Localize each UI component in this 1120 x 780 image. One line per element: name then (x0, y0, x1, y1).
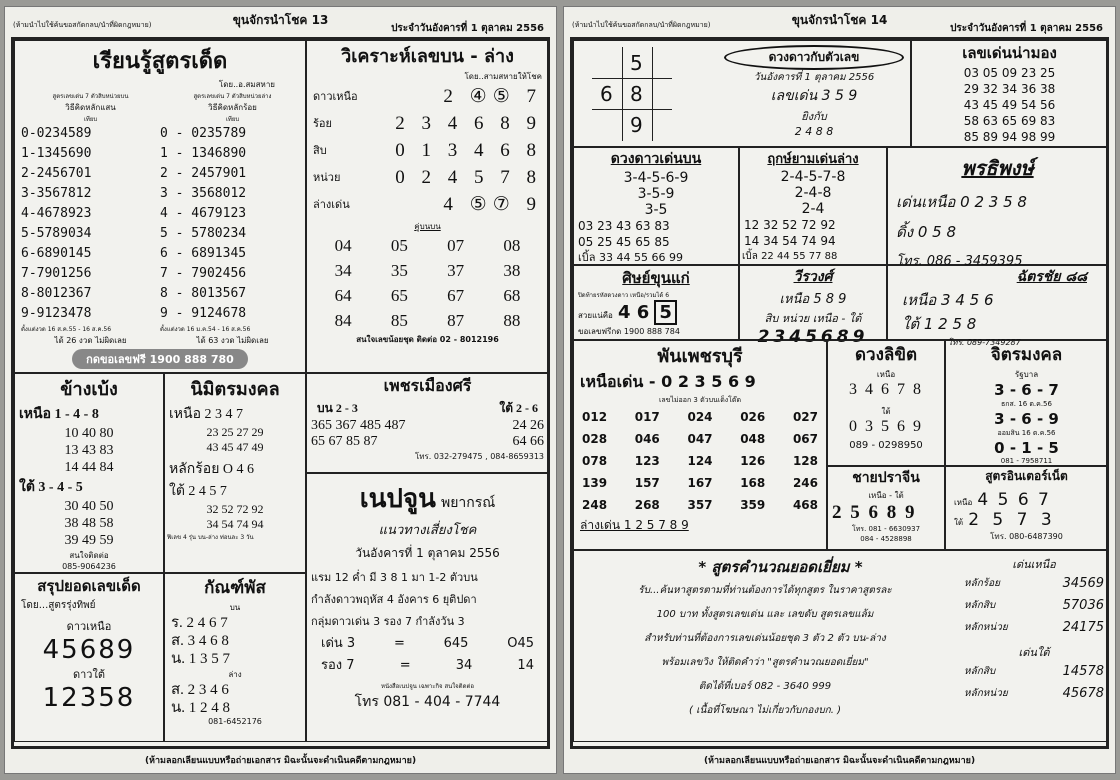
phone: โทร 081 - 404 - 7744 (354, 694, 501, 710)
table-row (313, 137, 542, 164)
row-label: หลักสิบ (964, 666, 996, 677)
line: 3-4-5-6-9 (623, 170, 689, 186)
row: 64 66 (512, 434, 544, 449)
subline: เลขไม่ออก 3 ตัวบนเด็งโต๊ด (658, 396, 742, 404)
section-sit (573, 265, 739, 340)
col-sub: วิธีคิดหลักแสน (65, 103, 116, 112)
section-title: ข้างเบ้ง (60, 379, 118, 400)
section-wikro (306, 40, 549, 373)
pair-cell: 05 (390, 236, 408, 255)
cell: 34 (455, 658, 473, 673)
table-row: 3-3567812 (21, 186, 92, 201)
label: ล่าง (228, 670, 242, 679)
col-head: สูตรเลขเด่น 7 ตัวสิบหน่วยล่าง (193, 93, 272, 100)
pair-cell: 07 (447, 236, 465, 255)
table-cell: 128 (792, 454, 818, 468)
list-item: 03 05 09 23 25 (963, 66, 1056, 80)
table-cell: 468 (792, 498, 818, 512)
headline: เหนือเด่น - 0 2 3 5 6 9 (580, 372, 756, 391)
label: ออมสิน 16 ต.ค.56 (997, 429, 1056, 437)
line: 14 34 54 74 94 (744, 234, 836, 248)
table-row (964, 683, 1104, 705)
section-title: วีรวงศ์ (793, 269, 833, 285)
table-cell: 168 (740, 476, 766, 490)
table-row (582, 472, 818, 494)
table-cell: 067 (792, 432, 818, 446)
section-neptune (306, 473, 549, 742)
row-label: หลักสิบ (964, 600, 996, 611)
table-row: 6-6890145 (21, 246, 92, 261)
cell: 14 (517, 658, 534, 673)
section-title: วิเคราะห์เลขบน - ล่าง (341, 46, 514, 67)
row-value: 57036 (1062, 598, 1104, 613)
line: แรม 12 ค่ำ มี 3 8 1 มา 1-2 ตัวบน (311, 571, 478, 584)
table-row (964, 573, 1104, 595)
table-row: 4 - 4679123 (160, 206, 247, 221)
section-title: ฉัตรชัย ๘๘ (1016, 269, 1087, 285)
table-cell: 028 (582, 432, 608, 446)
value: 3 4 6 7 8 (849, 381, 923, 398)
row-values: 4 ⑤⑦ 9 (443, 194, 542, 215)
pair-cell: 64 (334, 286, 352, 305)
row-label: ล่างเด่น (313, 198, 350, 211)
table-row (313, 110, 542, 137)
section-dao (573, 147, 739, 265)
value: 3 - 6 - 9 (994, 410, 1059, 428)
table-cell: 248 (582, 498, 608, 512)
line: 2-4-5-7-8 (780, 169, 846, 185)
phone: โทร. 086 - 3459395 (896, 254, 1023, 269)
row-label: ดาวเหนือ (313, 90, 358, 103)
table-cell: 012 (582, 410, 608, 424)
label: ยิงกับ (801, 110, 827, 123)
label: ดาวเหนือ (66, 620, 112, 633)
lower-line: ล่างเด่น 1 2 5 7 8 9 (580, 518, 689, 532)
section-khangbeng (14, 373, 164, 573)
pair-cell: 67 (447, 286, 465, 305)
line: 3-5 (644, 202, 668, 218)
ad-line: ( เนื้อที่โฆษณา ไม่เกี่ยวกับกองบก. ) (689, 705, 841, 716)
list-item: น. 1 3 5 7 (171, 651, 231, 667)
section-title: ชายปราจีน (852, 470, 920, 486)
table-cell: 027 (792, 410, 818, 424)
row: 65 67 85 87 (311, 434, 378, 449)
list-item: 14 44 84 (64, 460, 114, 475)
content-frame (11, 37, 550, 749)
phone: โทร. 089-7349287 (948, 338, 1021, 347)
row-values: 2 ④⑤ 7 (443, 86, 542, 107)
table-row (582, 406, 818, 428)
line: เบิ้ล 22 44 55 77 88 (742, 251, 838, 262)
section-duang (573, 40, 911, 147)
cell: = (399, 658, 411, 673)
line: 3-5-9 (637, 186, 675, 202)
section-rerk (739, 147, 887, 265)
phone: 085-9064236 (62, 562, 116, 571)
row-label: ร้อย (313, 117, 332, 130)
subtitle: พยากรณ์ (440, 495, 496, 511)
table-row: 5-5789034 (21, 226, 92, 241)
ad-line: พร้อมเลขวิง ให้ติดคำว่า "สูตรคำนวณยอดเยี่ยม" (661, 657, 869, 668)
line: เบิ้ล 33 44 55 66 99 (578, 251, 683, 264)
list-item: 10 40 80 (64, 426, 114, 441)
row-value: 24175 (1062, 620, 1104, 635)
south-line: ใต้ 3 - 4 - 5 (19, 480, 83, 495)
table-cell: 124 (687, 454, 713, 468)
table-cell: 048 (740, 432, 766, 446)
table-cell: 078 (582, 454, 608, 468)
section-title: พรธิพงษ์ (961, 156, 1034, 180)
label: เด่นเหนือ (1012, 558, 1056, 571)
list-item: ส. 2 3 4 6 (171, 682, 229, 698)
table-row: 2 - 2457901 (160, 166, 247, 181)
table-row: 8-8012367 (21, 286, 92, 301)
number-cross (592, 47, 672, 141)
list-item: 38 48 58 (64, 516, 114, 531)
table-row: 9-9123478 (21, 306, 92, 321)
pair-head: คู่บนบน (414, 222, 441, 231)
label: เด่นใต้ (1018, 646, 1050, 659)
pair-cell: 85 (390, 311, 408, 330)
content-frame (570, 37, 1109, 749)
header-note: (ห้ามนำไปใช้ค้นขอสกัดกลบ/นำที่ผิดกฎหมาย) (572, 21, 711, 29)
table-row (313, 191, 542, 218)
note: ฟิเลข 4 รุ่น บน-ล่าง ท่อนละ 3 วัน (167, 534, 254, 541)
section-title: ดวงดาวกับตัวเลข (724, 45, 904, 70)
row: 24 26 (512, 418, 544, 433)
label: เหนือ - ใต้ (868, 491, 904, 500)
list-item: 32 52 72 92 (206, 502, 264, 516)
section-likhit (827, 340, 945, 466)
table-row: 3 - 3568012 (160, 186, 247, 201)
section-phan (573, 340, 827, 550)
section-title: กัณฑ์พัส (204, 578, 266, 598)
row-value: 34569 (1062, 576, 1104, 591)
value: 2 5 6 8 9 (832, 502, 917, 523)
row-value: 14578 (1062, 664, 1104, 679)
line: เหนือ 5 8 9 (779, 292, 847, 307)
phone: 089 - 0298950 (849, 440, 923, 451)
pair-cell: 68 (503, 286, 521, 305)
date: วันอังคารที่ 1 ตุลาคม 2556 (355, 546, 500, 560)
byline: โดย...สูตรรุ่งทิพย์ (21, 600, 96, 611)
table-cell: 026 (740, 410, 766, 424)
col-sub2: เทียบ (83, 116, 98, 123)
table-cell: 167 (687, 476, 713, 490)
section-chit (945, 340, 1108, 466)
table-cell: 126 (740, 454, 766, 468)
contact: สนใจเลขน้อยชุด ติดต่อ 02 - 8012196 (356, 335, 499, 344)
table-row: 7-7901256 (21, 266, 92, 281)
ad-line: 100 บาท ทั้งสูตรเลขเด่น และ เลขดับ สูตรเลขแล้ม (656, 609, 874, 620)
phone: 081 - 7958711 (1000, 457, 1053, 465)
section-wiwong (739, 265, 887, 347)
col-sub2: เทียบ (225, 116, 240, 123)
table-row: 6 - 6891345 (160, 246, 247, 261)
value: 2 5 7 3 (968, 510, 1056, 530)
label: เหนือ (876, 370, 896, 379)
list-item: ร. 2 4 6 7 (171, 615, 228, 631)
phone: ขอเลขฟรีกด 1900 888 784 (578, 327, 680, 336)
cell: = (393, 636, 405, 651)
pair-cell: 08 (503, 236, 521, 255)
line: 05 25 45 65 85 (578, 235, 670, 249)
header-date: ประจำวันอังคารที่ 1 ตุลาคม 2556 (391, 23, 544, 34)
contact: สนใจติดต่อ (69, 551, 109, 560)
note: ได้ 63 งวด ไม่ผิดเลย (196, 336, 269, 345)
list-item: 34 54 74 94 (206, 517, 264, 531)
left-page (4, 6, 557, 774)
cell: รอง 7 (321, 658, 355, 673)
section-phet (306, 373, 549, 473)
line: 12 32 52 72 92 (744, 218, 836, 232)
pair-cell: 04 (334, 236, 352, 255)
page-title: ขุนจักรนำโชค 14 (791, 13, 888, 27)
page-header (564, 7, 1115, 37)
boxed-value: 5 (654, 300, 677, 325)
south-value: 12358 (42, 683, 136, 713)
value: 3 - 6 - 7 (994, 381, 1059, 399)
row-label: หน่วย (313, 171, 341, 184)
label: ธกส. 16 ต.ค.56 (1001, 400, 1052, 408)
table-row (313, 164, 542, 191)
lower: ใต้ 2 - 6 (499, 401, 538, 415)
col-head: สูตรเลขเด่น 7 ตัวสิบหน่วยบน (52, 93, 129, 100)
label: เลขเด่น (770, 88, 818, 104)
cross-bot: 9 (630, 113, 643, 137)
phone: 081-6452176 (208, 717, 262, 726)
section-title: ศิษย์ขุนแก่ (622, 269, 690, 287)
section-title: สูตรอินเตอร์เน็ต (985, 469, 1068, 483)
table-row: 9 - 9124678 (160, 306, 247, 321)
line: กำลังดาวพฤหัส 4 อังคาร 6 ยุติปดา (311, 593, 477, 606)
line: ใต้ 2 4 5 7 (169, 484, 227, 499)
row-label: หลักร้อย (964, 578, 1001, 589)
section-inter (945, 466, 1108, 550)
table-cell: 139 (582, 476, 608, 490)
note: ปิดท้ายรหัสดวงดาว เหนือ/รวมได้ 6 (578, 292, 670, 299)
table-row (582, 450, 818, 472)
table-cell: 047 (687, 432, 713, 446)
pair-cell: 37 (447, 261, 465, 280)
table-cell: 024 (687, 410, 713, 424)
section-title: ดวงลิขิต (855, 345, 917, 365)
byline: โดย..สามสหายให้โชค (464, 72, 542, 81)
row-values: 2 3 4 6 8 9 (395, 113, 542, 134)
note: ตั้งแต่งวด 16 ม.ค.54 - 16 ส.ค.56 (160, 326, 251, 333)
list-item: 43 45 47 49 (206, 440, 264, 454)
row-values: 0 1 3 4 6 8 (395, 140, 542, 161)
table-row: 0 - 0235789 (160, 126, 247, 141)
ad-line: สำหรับท่านที่ต้องการเลขเด่นน้อยชุด 3 ตัว 2 ตัว บน-ล่าง (644, 633, 886, 644)
line: 2-4 (801, 201, 825, 217)
row-label: สิบ (313, 144, 327, 157)
label: รัฐบาล (1014, 370, 1039, 379)
label: สวยแน่คือ (578, 311, 613, 320)
note: ตั้งแต่งวด 16 ส.ค.55 - 16 ส.ค.56 (21, 326, 112, 333)
date: วันอังคารที่ 1 ตุลาคม 2556 (753, 72, 875, 83)
ad-line: รับ...ค้นหาสูตรตามที่ท่านต้องการได้ทุกสูตร ในราคาสูตรละ (638, 585, 892, 596)
page-footer: (ห้ามลอกเลียนแบบหรือถ่ายเอกสาร มิฉะนั้นจะดำเนินคดีตามกฎหมาย) (144, 756, 417, 766)
table-row: 7 - 7902456 (160, 266, 247, 281)
value: 3 5 9 (821, 88, 858, 104)
table-row: 0-0234589 (21, 126, 92, 141)
pair-cell: 35 (390, 261, 408, 280)
table-cell: 246 (792, 476, 818, 490)
label: ดาวใต้ (72, 668, 105, 681)
table-row: 1-1345690 (21, 146, 92, 161)
phone: โทร. 081 - 6630937 (851, 525, 921, 533)
table-cell: 017 (634, 410, 660, 424)
table-row (964, 661, 1104, 683)
page-header (5, 7, 556, 37)
cross-mid: 8 (630, 82, 643, 106)
table-row (582, 428, 818, 450)
cell: O45 (507, 636, 534, 651)
pair-cell: 34 (334, 261, 352, 280)
cell: เด่น 3 (321, 636, 356, 651)
list-item: ส. 3 4 6 8 (171, 633, 229, 649)
phone: โทร. 080-6487390 (990, 532, 1063, 541)
section-bottom-ad (573, 550, 1108, 742)
list-item: 30 40 50 (64, 499, 114, 514)
section-title: เลขเด่นน่ามอง (962, 44, 1057, 62)
value: 0 3 5 6 9 (849, 418, 923, 435)
list-item: 43 45 49 54 56 (963, 98, 1056, 112)
phone: 084 - 4528898 (860, 535, 912, 543)
section-title: สรุปยอดเลขเด็ด (37, 577, 141, 595)
pair-cell: 87 (447, 311, 465, 330)
list-item: 39 49 59 (64, 533, 114, 548)
section-title: นิมิตรมงคล (190, 379, 280, 400)
cross-top: 5 (630, 51, 643, 75)
value: 0 - 1 - 5 (994, 439, 1059, 457)
label: ใต้ (954, 518, 964, 527)
list-item: 13 43 83 (64, 443, 114, 458)
table-row (313, 83, 542, 110)
list-item: 85 89 94 98 99 (963, 130, 1056, 144)
line: กลุ่มดาวเด่น 3 รอง 7 กำลังวัน 3 (311, 615, 465, 628)
row-label: หลักหน่วย (964, 622, 1008, 633)
table-cell: 123 (634, 454, 660, 468)
label: บน (229, 603, 241, 612)
note: หนังสือเนปจูน เฉพาะกิจ สนใจติดต่อ (381, 683, 474, 690)
table-row: 4-4678923 (21, 206, 92, 221)
tagline: แนวทางเสี่ยงโชค (378, 523, 477, 538)
section-rian (14, 40, 306, 373)
table-row: 8 - 8013567 (160, 286, 247, 301)
section-title: จิตรมงคล (990, 345, 1063, 365)
section-title: ฤกษ์ยามเด่นล่าง (767, 152, 859, 167)
line: หลักร้อย O 4 6 (169, 462, 255, 477)
list-item: 23 25 27 29 (206, 425, 264, 439)
table-cell: 157 (634, 476, 660, 490)
pair-cell: 84 (334, 311, 352, 330)
section-chai (827, 466, 945, 550)
table-cell: 268 (634, 498, 660, 512)
col-sub: วิธีคิดหลักร้อย (208, 103, 257, 112)
section-title: เรียนรู้สูตรเด็ด (92, 49, 228, 74)
page-footer: (ห้ามลอกเลียนแบบหรือถ่ายเอกสาร มิฉะนั้นจะดำเนินคดีตามกฎหมาย) (703, 756, 976, 766)
list-item: น. 1 2 4 8 (171, 700, 231, 716)
cross-left: 6 (600, 82, 613, 106)
pair-cell: 38 (503, 261, 521, 280)
table-row: 5 - 5780234 (160, 226, 247, 241)
table-row (964, 617, 1104, 639)
section-sarup (14, 573, 164, 742)
row-value: 45678 (1062, 686, 1104, 701)
line: 03 23 43 63 83 (578, 219, 670, 233)
table-row: 2-2456701 (21, 166, 92, 181)
section-title: เนปจูน (359, 484, 436, 514)
phone-pill: กดขอเลขฟรี 1900 888 780 (72, 349, 248, 369)
table-row (964, 595, 1104, 617)
value: 2 4 8 8 (794, 125, 834, 138)
list-item: 29 32 34 36 38 (963, 82, 1056, 96)
section-title: * สูตรคำนวณยอดเยี่ยม * (698, 558, 863, 576)
section-kanpat (164, 573, 306, 742)
page-title: ขุนจักรนำโชค 13 (232, 13, 329, 27)
upper: บน 2 - 3 (317, 401, 358, 415)
note: ได้ 26 งวด ไม่ผิดเลย (54, 336, 127, 345)
table-row (582, 494, 818, 516)
value: 4 6 (617, 302, 650, 323)
line: เด่นเหนือ 0 2 3 5 8 (896, 193, 1027, 211)
right-page (563, 6, 1116, 774)
line: ดิ้ง 0 5 8 (896, 223, 956, 241)
line: 2-4-8 (794, 185, 832, 201)
phone: โทร. 032-279475 , 084-8659313 (414, 452, 544, 461)
line: สิบ หน่วย เหนือ - ใต้ (764, 312, 862, 325)
line: เหนือ 2 3 4 7 (169, 407, 243, 422)
section-prithi (887, 147, 1108, 269)
north-value: 45689 (42, 635, 136, 665)
line: เหนือ 3 4 5 6 (902, 291, 994, 309)
pair-cell: 88 (503, 311, 521, 330)
pair-cell: 65 (390, 286, 408, 305)
table-row: 1 - 1346890 (160, 146, 247, 161)
section-chat (887, 265, 1108, 347)
table-cell: 359 (740, 498, 766, 512)
line: ใต้ 1 2 5 8 (902, 315, 977, 333)
ad-line: ติดได้ที่เบอร์ 082 - 3640 999 (698, 681, 832, 692)
section-title: ดวงดาวเด่นบน (610, 151, 702, 167)
byline: โดย..อ.สมสหาย (218, 80, 275, 89)
table-cell: 357 (687, 498, 713, 512)
value: 2345689 (757, 327, 869, 347)
section-nimit (164, 373, 306, 573)
label: เหนือ (954, 498, 973, 507)
list-item: 58 63 65 69 83 (963, 114, 1056, 128)
row-values: 0 2 4 5 7 8 (395, 167, 542, 188)
header-date: ประจำวันอังคารที่ 1 ตุลาคม 2556 (950, 23, 1103, 34)
section-title: เพชรเมืองศรี (383, 376, 472, 395)
row: 365 367 485 487 (311, 418, 406, 433)
value: 4 5 6 7 (977, 490, 1051, 510)
table-cell: 046 (634, 432, 660, 446)
header-note: (ห้ามนำไปใช้ค้นขอสกัดกลบ/นำที่ผิดกฎหมาย) (13, 21, 152, 29)
label: ใต้ (881, 407, 891, 416)
north-line: เหนือ 1 - 4 - 8 (19, 407, 99, 422)
row-label: หลักหน่วย (964, 688, 1008, 699)
section-lekden (911, 40, 1108, 147)
section-title: พันเพชรบุรี (657, 346, 743, 367)
cell: 645 (443, 636, 469, 651)
